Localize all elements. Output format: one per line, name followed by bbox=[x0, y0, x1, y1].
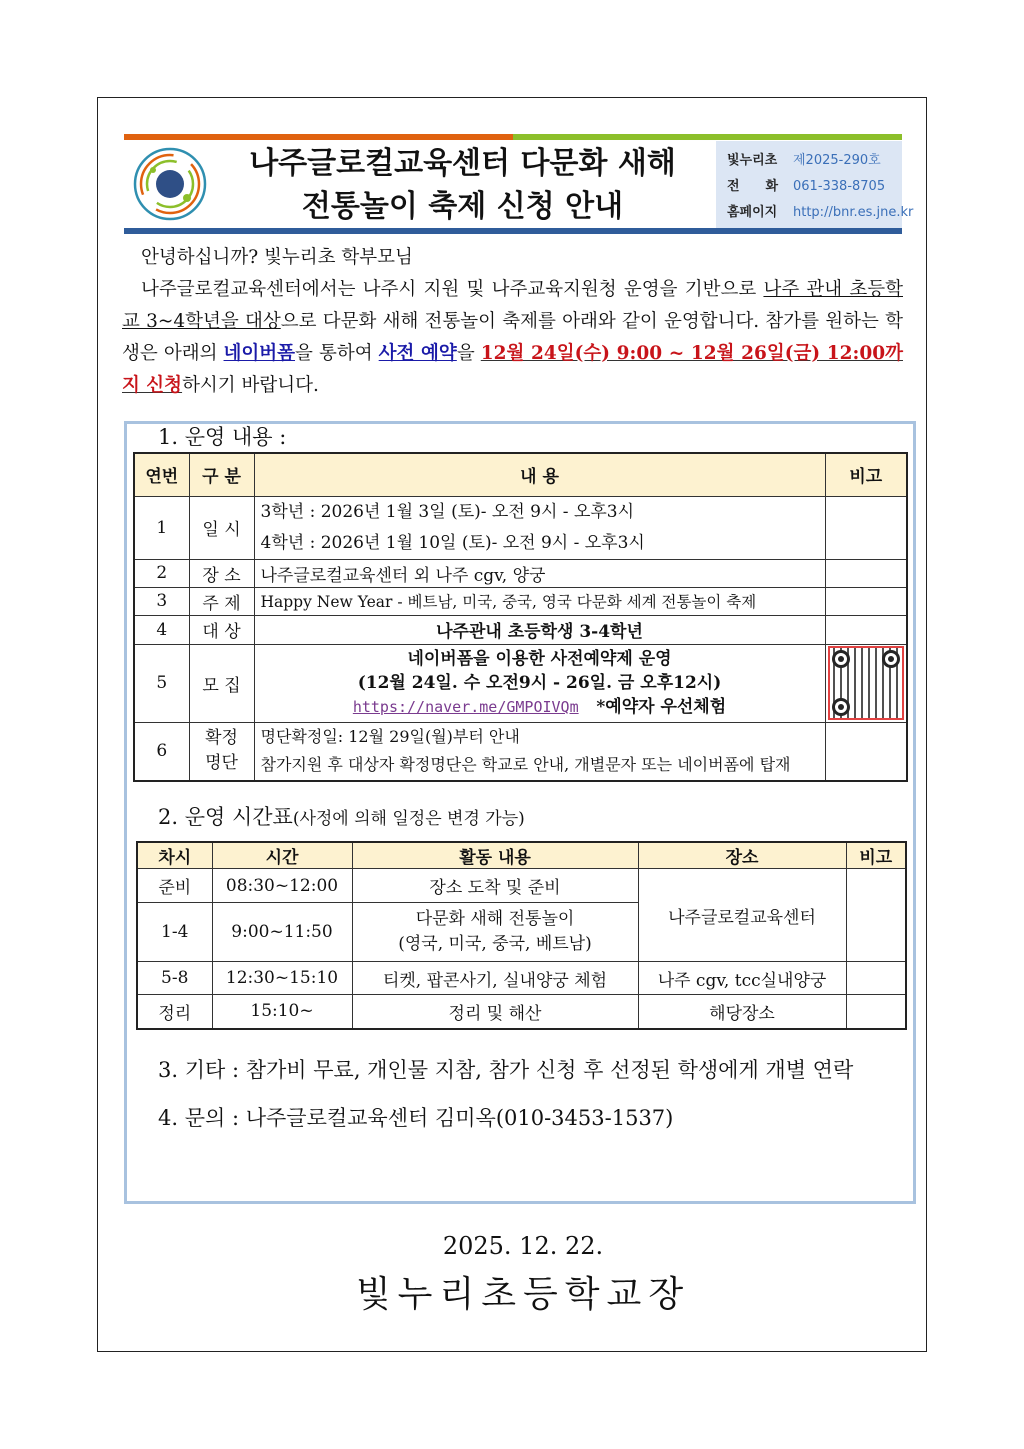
cell: 장 소 bbox=[189, 559, 254, 587]
header-bar-green bbox=[513, 134, 902, 140]
section-2-note: (사정에 의해 일정은 변경 가능) bbox=[292, 809, 525, 829]
cell-line: 참가지원 후 대상자 확정명단은 학교로 안내, 개별문자 또는 네이버폼에 탑재 bbox=[260, 755, 791, 775]
cell-line: 명단 bbox=[205, 753, 238, 774]
cell bbox=[825, 559, 907, 587]
school-logo-icon bbox=[131, 146, 209, 222]
section-2-title: 2. 운영 시간표 bbox=[158, 805, 293, 829]
application-period: 12월 24일(수) 9:00 ~ 12월 26일(금) 12:00까지 신청 bbox=[122, 343, 903, 396]
cell-line: 3학년 : 2026년 1월 3일 (토)- 오전 9시 - 오후3시 bbox=[260, 501, 635, 522]
target-text: 나주 관내 초등학교 3~4학년을 대상 bbox=[122, 279, 903, 332]
naver-form-text: 네이버폼 bbox=[223, 343, 296, 364]
header-bar-blue bbox=[124, 228, 902, 234]
text: 으로 다문화 새해 전통놀이 축제를 아래와 같이 운영합니다. 참가를 원하는 학생은 아래의 bbox=[122, 311, 903, 364]
cell: 해당장소 bbox=[638, 995, 846, 1029]
school-info-box bbox=[716, 141, 914, 228]
text: 을 통하여 bbox=[295, 343, 379, 364]
cell: 6 bbox=[134, 722, 189, 781]
greeting: 안녕하십니까? 빛누리초 학부모님 bbox=[141, 247, 413, 268]
cell: 모 집 bbox=[189, 644, 254, 722]
contact-info: 4. 문의 : 나주글로컬교육센터 김미옥(010-3453-1537) bbox=[158, 1106, 674, 1130]
cell: 12:30~15:10 bbox=[212, 962, 352, 995]
cell: 준비 bbox=[137, 869, 212, 903]
cell-line: 4학년 : 2026년 1월 10일 (토)- 오전 9시 - 오후3시 bbox=[260, 532, 645, 553]
cell bbox=[825, 496, 907, 559]
text: 하시기 바랍니다. bbox=[182, 375, 319, 396]
cell: 2 bbox=[134, 559, 189, 587]
cell: 티켓, 팝콘사기, 실내양궁 체험 bbox=[352, 962, 638, 995]
reservation-text: 사전 예약 bbox=[378, 343, 457, 364]
cell: 1 bbox=[134, 496, 189, 559]
table-row bbox=[134, 559, 907, 587]
table-row bbox=[134, 722, 907, 781]
principal-signature: 빛누리초등학교장 bbox=[355, 1274, 691, 1315]
document-number: 제2025-290호 bbox=[793, 153, 881, 168]
table-row bbox=[137, 962, 906, 995]
cell-line: 다문화 새해 전통놀이 bbox=[415, 909, 575, 929]
header-cell: 내 용 bbox=[254, 453, 825, 496]
operation-table bbox=[133, 452, 908, 782]
naver-form-link[interactable]: https://naver.me/GMPOIVQm bbox=[352, 698, 579, 716]
info-label: 빛누리초 bbox=[727, 153, 778, 168]
table-row bbox=[134, 644, 907, 722]
title-line-2: 전통놀이 축제 신청 안내 bbox=[301, 189, 624, 224]
table-row bbox=[134, 496, 907, 559]
cell bbox=[825, 722, 907, 781]
table-row bbox=[137, 995, 906, 1029]
other-info: 3. 기타 : 참가비 무료, 개인물 지참, 참가 신청 후 선정된 학생에게 개별 연락 bbox=[158, 1058, 854, 1082]
cell: 나주관내 초등학생 3-4학년 bbox=[254, 615, 825, 644]
header-cell: 구 분 bbox=[189, 453, 254, 496]
cell-line: (영국, 미국, 중국, 베트남) bbox=[398, 934, 592, 954]
text: 을 bbox=[456, 343, 481, 364]
cell: 4 bbox=[134, 615, 189, 644]
title-line-1: 나주글로컬교육센터 다문화 새해 bbox=[249, 146, 676, 181]
intro-paragraph bbox=[122, 274, 903, 402]
cell bbox=[846, 869, 906, 962]
cell: 15:10~ bbox=[212, 995, 352, 1029]
cell: 일 시 bbox=[189, 496, 254, 559]
info-label: 홈페이지 bbox=[727, 205, 778, 220]
header-cell: 연번 bbox=[134, 453, 189, 496]
cell: 5 bbox=[134, 644, 189, 722]
header-cell: 비고 bbox=[825, 453, 907, 496]
cell: 나주글로컬교육센터 bbox=[638, 869, 846, 962]
cell bbox=[846, 962, 906, 995]
priority-note: *예약자 우선체험 bbox=[596, 697, 727, 717]
cell-line: 네이버폼을 이용한 사전예약제 운영 bbox=[407, 649, 672, 669]
cell: 주 제 bbox=[189, 587, 254, 615]
cell: 08:30~12:00 bbox=[212, 869, 352, 903]
table-row bbox=[137, 869, 906, 903]
page-title bbox=[225, 142, 700, 228]
cell bbox=[825, 615, 907, 644]
cell: 1-4 bbox=[137, 903, 212, 962]
phone-number: 061-338-8705 bbox=[793, 179, 886, 194]
section-1-title: 1. 운영 내용 : bbox=[158, 425, 287, 449]
cell: 나주 cgv, tcc실내양궁 bbox=[638, 962, 846, 995]
header-cell: 차시 bbox=[137, 842, 212, 869]
document-date: 2025. 12. 22. bbox=[442, 1232, 604, 1260]
cell: Happy New Year - 베트남, 미국, 중국, 영국 다문화 세계 전통놀이 축제 bbox=[254, 587, 825, 615]
intro-text bbox=[122, 242, 903, 402]
schedule-table bbox=[136, 841, 907, 1030]
header-cell: 장소 bbox=[638, 842, 846, 869]
cell-line: 명단확정일: 12월 29일(월)부터 안내 bbox=[260, 727, 520, 747]
cell: 정리 bbox=[137, 995, 212, 1029]
cell: 나주글로컬교육센터 외 나주 cgv, 양궁 bbox=[254, 559, 825, 587]
cell-line: 확정 bbox=[205, 728, 238, 749]
cell: 정리 및 해산 bbox=[352, 995, 638, 1029]
cell-line: (12월 24일. 수 오전9시 - 26일. 금 오후12시) bbox=[357, 673, 722, 693]
cell: 대 상 bbox=[189, 615, 254, 644]
info-label: 전 화 bbox=[727, 179, 779, 194]
cell: 3 bbox=[134, 587, 189, 615]
header-bar-orange bbox=[124, 134, 513, 140]
cell: 9:00~11:50 bbox=[212, 903, 352, 962]
cell: 5-8 bbox=[137, 962, 212, 995]
cell bbox=[825, 587, 907, 615]
table-row bbox=[134, 615, 907, 644]
qr-code-icon[interactable] bbox=[828, 646, 904, 720]
text: 나주글로컬교육센터에서는 나주시 지원 및 나주교육지원청 운영을 기반으로 bbox=[141, 279, 764, 300]
header-cell: 활동 내용 bbox=[352, 842, 638, 869]
cell bbox=[846, 995, 906, 1029]
header-cell: 시간 bbox=[212, 842, 352, 869]
homepage-link[interactable]: http://bnr.es.jne.kr bbox=[793, 205, 914, 220]
header-cell: 비고 bbox=[846, 842, 906, 869]
table-row bbox=[134, 587, 907, 615]
cell: 장소 도착 및 준비 bbox=[352, 869, 638, 903]
